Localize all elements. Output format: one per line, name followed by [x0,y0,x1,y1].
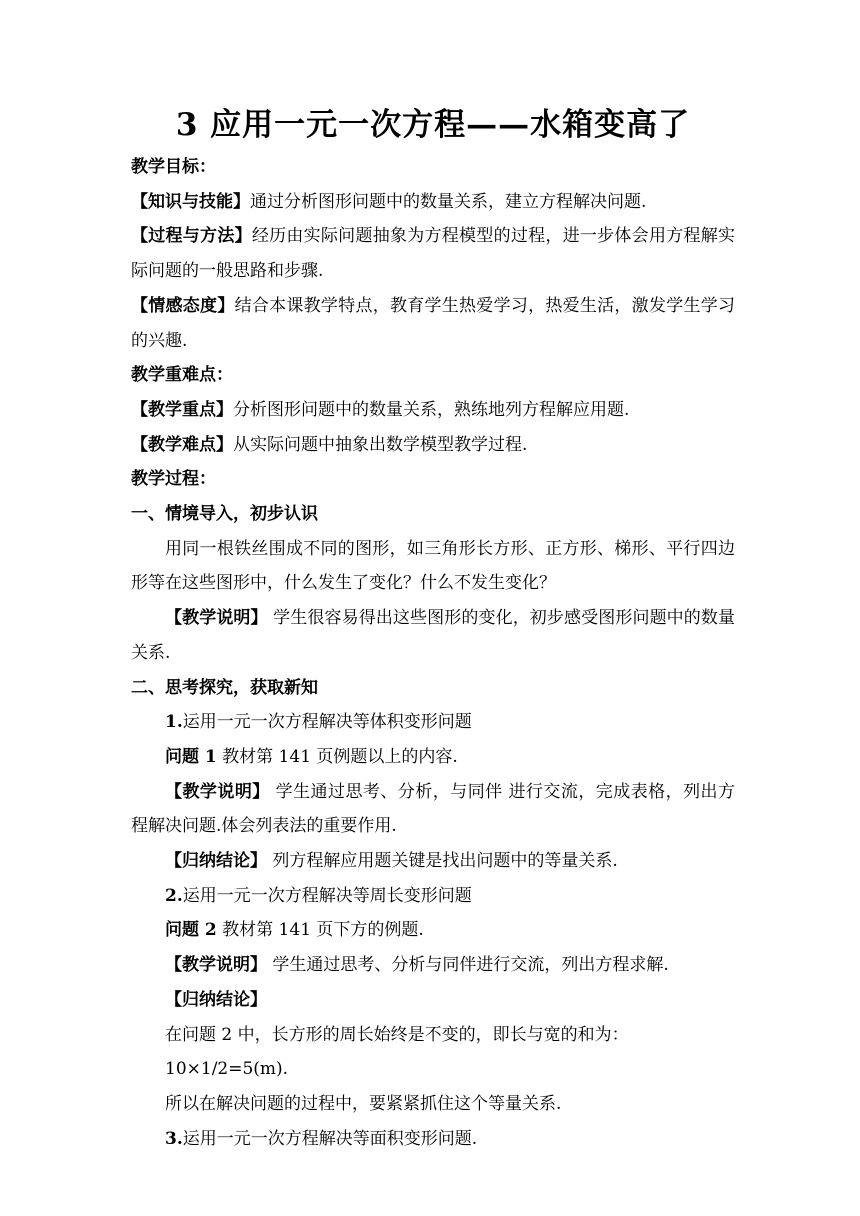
emotion-text: 结合本课教学特点，教育学生热爱学习，热爱生活，激发学生学习的兴趣. [131,295,736,351]
difficulty-text: 从实际问题中抽象出数学模型教学过程. [233,434,528,455]
question1 [131,740,735,775]
conclusion2-line1: 在问题 2 中，长方形的周长始终是不变的，即长与宽的和为： [165,1024,629,1045]
question1-label: 问题 1 [165,746,217,767]
note2-text: 学生通过思考、分析与同伴进行交流，列出方程求解. [267,955,669,976]
item1 [131,705,735,740]
note1 [131,775,735,844]
section1-heading: 一、情境导入，初步认识 [131,504,318,525]
conclusion2-label: 【归纳结论】 [165,989,267,1010]
conclusion1 [131,844,735,879]
note2-label: 【教学说明】 [165,955,267,976]
knowledge-goal [131,185,735,220]
section1-note-label: 【教学说明】 [165,608,268,629]
process-goal [131,219,735,288]
question2-text: 教材第 141 页下方的例题. [216,920,424,941]
section2-heading: 二、思考探究，获取新知 [131,677,318,698]
knowledge-text: 通过分析图形问题中的数量关系，建立方程解决问题. [250,191,647,212]
section1-note [131,601,735,670]
item3-text: 运用一元一次方程解决等面积变形问题. [182,1128,478,1149]
conclusion2-line3: 所以在解决问题的过程中，要紧紧抓住这个等量关系. [165,1093,562,1114]
keypoints-heading: 教学重难点： [131,365,233,386]
note1-label: 【教学说明】 [165,781,270,802]
item2 [131,879,735,914]
item3 [131,1122,735,1157]
conclusion1-label: 【归纳结论】 [165,851,267,872]
key-label: 【教学重点】 [131,399,233,420]
difficulty-point [131,428,735,463]
item1-number: 1. [165,712,183,733]
note2 [131,948,735,983]
key-text: 分析图形问题中的数量关系，熟练地列方程解应用题. [233,399,630,420]
page-title: 3 应用一元一次方程——水箱变高了 [175,107,691,143]
document-page [131,100,735,1156]
section1-paragraph: 用同一根铁丝围成不同的图形，如三角形长方形、正方形、梯形、平行四边形等在这些图形中，什么发生了变化？什么不发生变化？ [131,538,735,594]
item3-number: 3. [165,1128,183,1149]
process-label: 【过程与方法】 [131,226,252,247]
goals-heading: 教学目标： [131,157,216,177]
key-point [131,393,735,428]
emotion-goal [131,289,735,358]
emotion-label: 【情感态度】 [131,295,235,316]
item1-text: 运用一元一次方程解决等体积变形问题 [182,712,472,733]
knowledge-label: 【知识与技能】 [131,191,250,212]
conclusion1-text: 列方程解应用题关键是找出问题中的等量关系. [267,851,618,872]
question2 [131,913,735,948]
process-heading: 教学过程： [131,469,216,490]
question2-label: 问题 2 [165,920,217,941]
difficulty-label: 【教学难点】 [131,434,233,455]
item2-number: 2. [165,885,183,906]
conclusion2-line2: 10×1/2=5(m). [165,1059,289,1080]
process-text: 经历由实际问题抽象为方程模型的过程，进一步体会用方程解实际问题的一般思路和步骤. [131,226,736,282]
item2-text: 运用一元一次方程解决等周长变形问题 [182,885,472,906]
section1-note-text: 学生很容易得出这些图形的变化，初步感受图形问题中的数量关系. [131,608,735,663]
note1-text: 学生通过思考、分析，与同伴 进行交流，完成表格，列出方程解决问题.体会列表法的重要作用. [131,781,735,837]
question1-text: 教材第 141 页例题以上的内容. [216,746,458,767]
